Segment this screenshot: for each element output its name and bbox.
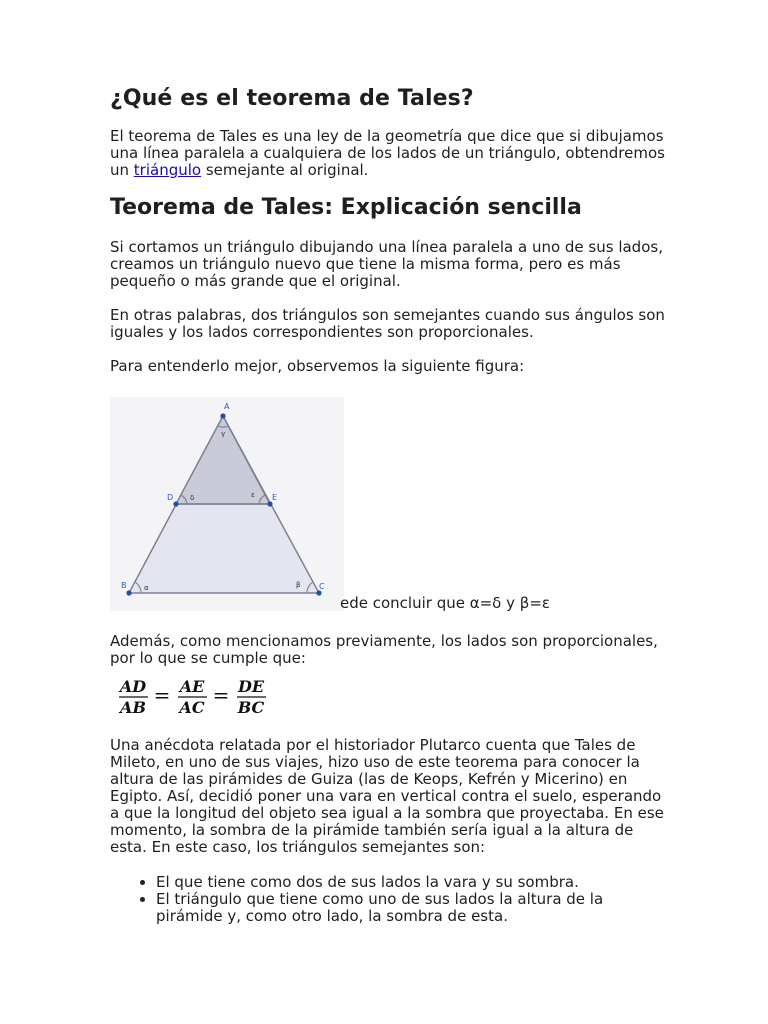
formula-numerator-ae: AE [179, 677, 205, 696]
label-delta: δ [190, 494, 195, 502]
conclusion-text: ede concluir que α=δ y β=ε [340, 594, 551, 612]
paragraph-plutarch-story: Una anécdota relatada por el historiador Plutarco cuenta que Tales de Mileto, en uno de sus viajes, hizo uso de este teorema para conocer la altura de las pirámides de Guiza (las de Keops, Kefrén y Micerino) en Egipto. Así, decidió poner una vara en vertical contra el suelo, esperando a que la longitud del objeto sea igual a la sombra que proyectaba. En ese momento, la sombra de la pirámide también sería igual a la altura de esta. En este caso, los triángulos semejantes son: [110, 736, 664, 856]
point-a [220, 413, 225, 418]
paragraph-similar-triangles: En otras palabras, dos triángulos son semejantes cuando sus ángulos son iguales y los lados correspondientes son proporcionales. [110, 306, 665, 341]
list-item: • El que tiene como dos de sus lados la vara y su sombra. [156, 874, 670, 891]
triangulo-link[interactable]: triángulo [133, 161, 202, 179]
intro-text-before: El teorema de Tales es una ley de la geometría que dice que si dibujamos una línea paralela a cualquiera de los lados de un triángulo, obtendremos un [110, 127, 665, 179]
angle-arc-gamma [218, 426, 228, 427]
formula-denominator-bc: BC [237, 698, 265, 717]
label-alpha: α [144, 584, 149, 592]
intro-paragraph [110, 128, 670, 179]
list-item: • El triángulo que tiene como uno de sus lados la altura de la pirámide y, como otro lado, la sombra de esta. [156, 891, 670, 925]
document-body [110, 84, 670, 925]
heading-what-is-thales: ¿Qué es el teorema de Tales? [110, 86, 474, 111]
label-epsilon: ε [251, 491, 255, 499]
similar-triangles-list [110, 874, 670, 925]
formula-numerator-ad: AD [119, 677, 147, 696]
label-gamma: γ [221, 430, 226, 438]
paragraph-see-figure: Para entenderlo mejor, observemos la siguiente figura: [110, 357, 525, 375]
equals-sign-2: = [212, 683, 230, 707]
formula-numerator-de: DE [237, 677, 265, 696]
equals-sign-1: = [153, 683, 171, 707]
thales-figure [110, 397, 670, 611]
formula-denominator-ac: AC [179, 698, 205, 717]
label-beta: β [296, 581, 301, 589]
proportion-formula [116, 675, 670, 719]
point-e [267, 501, 272, 506]
label-b: B [121, 581, 127, 590]
formula-denominator-ab: AB [120, 698, 146, 717]
label-a: A [224, 402, 230, 411]
paragraph-proportional: Además, como mencionamos previamente, los lados son proporcionales, por lo que se cumple que: [110, 632, 658, 667]
paragraph-cut-triangle: Si cortamos un triángulo dibujando una línea paralela a uno de sus lados, creamos un triángulo nuevo que tiene la misma forma, pero es más pequeño o más grande que el original. [110, 238, 663, 290]
point-b [126, 590, 131, 595]
heading-simple-explanation: Teorema de Tales: Explicación sencilla [110, 195, 582, 220]
label-e: E [272, 493, 278, 502]
point-d [173, 501, 178, 506]
label-c: C [319, 582, 325, 591]
formula-image [116, 675, 276, 719]
point-c [316, 590, 321, 595]
label-d: D [167, 493, 174, 502]
triangle-diagram [110, 397, 344, 611]
intro-text-after: semejante al original. [201, 161, 369, 179]
